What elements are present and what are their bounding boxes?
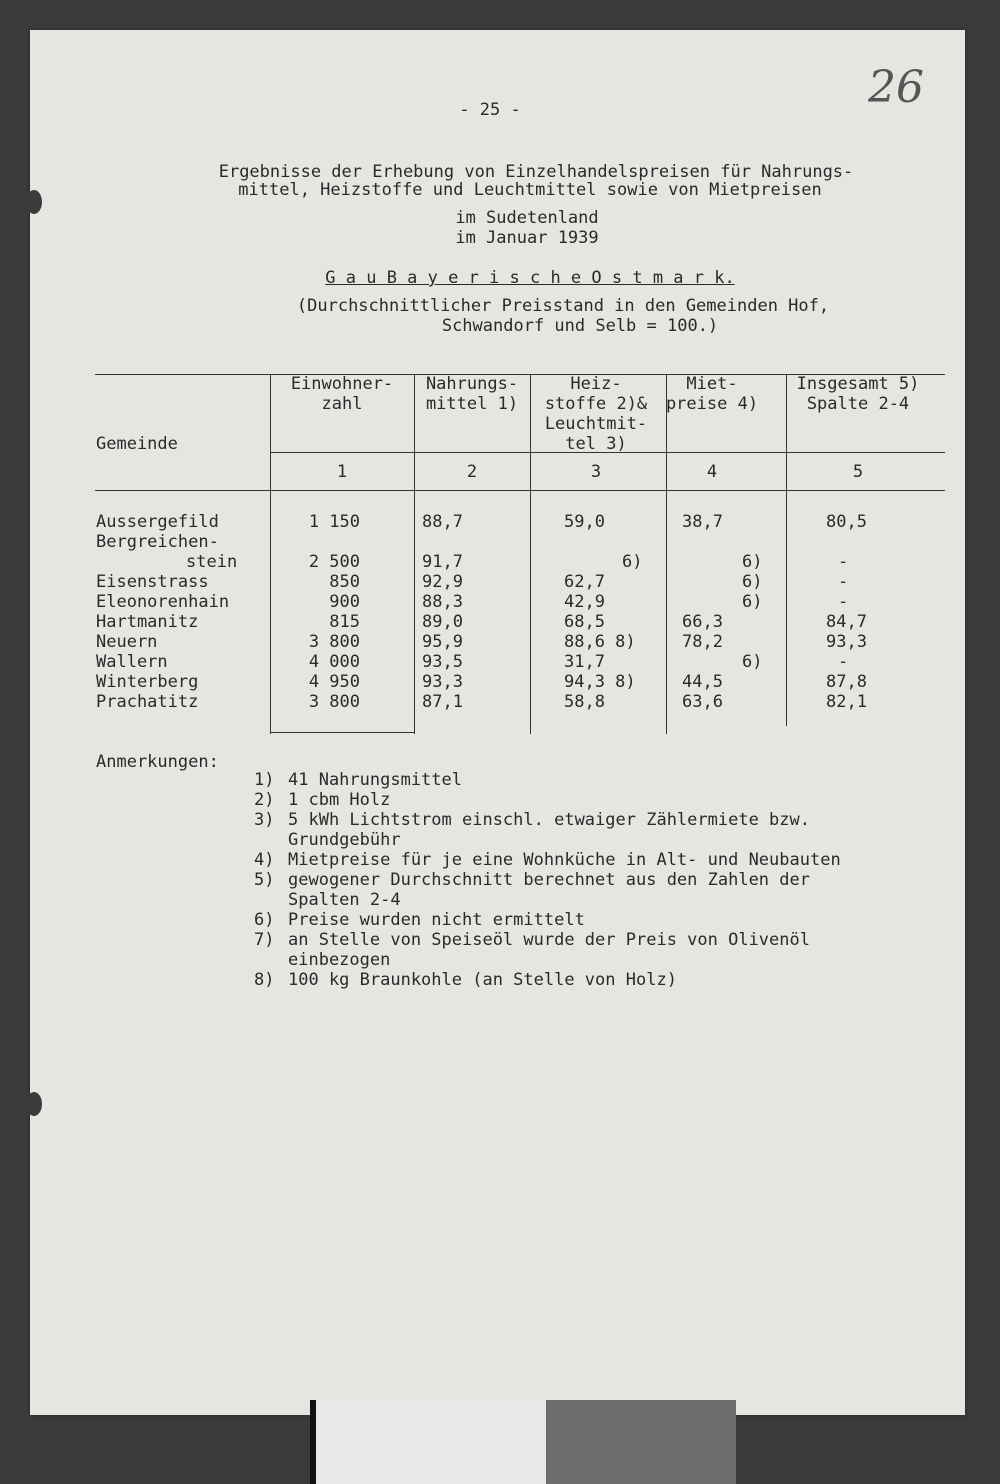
cell-c3: 68,5 (564, 612, 605, 632)
row-name: Wallern (96, 652, 168, 672)
cell-c4: 78,2 (682, 632, 723, 652)
cell-c4: 66,3 (682, 612, 723, 632)
column-header-3-line: Heiz- (570, 374, 622, 394)
note-number: 6) (254, 910, 275, 930)
note-text: 41 Nahrungsmittel (288, 770, 462, 790)
cell-c3: 58,8 (564, 692, 605, 712)
cell-c5: 84,7 (826, 612, 867, 632)
punch-hole (26, 1092, 42, 1116)
note-number: 5) (254, 870, 275, 890)
column-header-gemeinde: Gemeinde (96, 434, 178, 454)
table-column-divider (270, 374, 271, 734)
column-header-1-line: Einwohner- (290, 374, 394, 394)
scanner-gray-block (546, 1400, 736, 1484)
row-name: Neuern (96, 632, 158, 652)
column-number: 4 (706, 462, 718, 482)
gau-heading: G a u B a y e r i s c h e O s t m a r k. (325, 268, 735, 288)
note-text: 1 cbm Holz (288, 790, 391, 810)
column-header-5-line: Spalte 2-4 (806, 394, 910, 414)
note-text: einbezogen (288, 950, 391, 970)
column-number: 5 (852, 462, 864, 482)
note-text: Grundgebühr (288, 830, 401, 850)
column-header-4-line: preise 4) (665, 394, 759, 414)
note-number: 4) (254, 850, 275, 870)
table-column-divider (530, 374, 531, 734)
cell-c5: 82,1 (826, 692, 867, 712)
cell-c2: 87,1 (422, 692, 463, 712)
column-number: 1 (336, 462, 348, 482)
cell-c4: 6) (742, 652, 763, 672)
scanner-label-strip (310, 1400, 736, 1484)
title-line-1: Ergebnisse der Erhebung von Einzelhandelspreisen für Nahrungs- (218, 162, 854, 182)
note-text: Preise wurden nicht ermittelt (288, 910, 585, 930)
note-text: gewogener Durchschnitt berechnet aus den Zahlen der (288, 870, 810, 890)
cell-c1: 3 800 (308, 632, 360, 652)
note-number: 8) (254, 970, 275, 990)
cell-c2: 95,9 (422, 632, 463, 652)
table-column-divider (414, 374, 415, 734)
column-header-2-line: Nahrungs- (425, 374, 519, 394)
basis-line-2: Schwandorf und Selb = 100.) (441, 316, 719, 336)
note-number: 3) (254, 810, 275, 830)
cell-c2: 93,5 (422, 652, 463, 672)
notes-heading: Anmerkungen: (96, 752, 219, 772)
cell-c1: 1 150 (308, 512, 360, 532)
cell-c4: 6) (742, 572, 763, 592)
cell-c5: 80,5 (826, 512, 867, 532)
note-text: 5 kWh Lichtstrom einschl. etwaiger Zählermiete bzw. (288, 810, 810, 830)
cell-c1: 4 950 (308, 672, 360, 692)
cell-c3: 88,6 8) (564, 632, 636, 652)
cell-c4: 44,5 (682, 672, 723, 692)
cell-c2: 91,7 (422, 552, 463, 572)
column-header-2-line: mittel 1) (425, 394, 519, 414)
date-line: im Januar 1939 (455, 228, 599, 248)
column-header-1-line: zahl (321, 394, 363, 414)
table-column-number-rule (95, 490, 945, 491)
row-name: Winterberg (96, 672, 199, 692)
cell-c5: - (838, 572, 849, 592)
note-text: Spalten 2-4 (288, 890, 401, 910)
cell-c4: 6) (742, 592, 763, 612)
row-name: Eleonorenhain (96, 592, 230, 612)
basis-line-1: (Durchschnittlicher Preisstand in den Gemeinden Hof, (296, 296, 830, 316)
column-header-3-line: Leuchtmit- (544, 414, 648, 434)
cell-c5: 93,3 (826, 632, 867, 652)
column-header-3-line: tel 3) (565, 434, 627, 454)
cell-c3: 94,3 8) (564, 672, 636, 692)
handwritten-page-mark: 26 (868, 62, 924, 113)
notes-separator (270, 732, 415, 733)
punch-hole (26, 190, 42, 214)
column-number: 3 (590, 462, 602, 482)
cell-c4: 6) (742, 552, 763, 572)
cell-c2: 88,7 (422, 512, 463, 532)
cell-c3: 42,9 (564, 592, 605, 612)
note-text: 100 kg Braunkohle (an Stelle von Holz) (288, 970, 677, 990)
note-number: 7) (254, 930, 275, 950)
cell-c3: 62,7 (564, 572, 605, 592)
row-name: Aussergefild (96, 512, 219, 532)
row-name: Prachatitz (96, 692, 199, 712)
cell-c5: - (838, 652, 849, 672)
cell-c1: 4 000 (308, 652, 360, 672)
cell-c3: 6) (622, 552, 643, 572)
cell-c3: 31,7 (564, 652, 605, 672)
column-number: 2 (466, 462, 478, 482)
note-text: Mietpreise für je eine Wohnküche in Alt- und Neubauten (288, 850, 841, 870)
row-name: Hartmanitz (96, 612, 199, 632)
note-number: 1) (254, 770, 275, 790)
cell-c4: 38,7 (682, 512, 723, 532)
page-number: - 25 - (459, 100, 521, 120)
row-name: stein (186, 552, 238, 572)
cell-c5: - (838, 592, 849, 612)
column-header-3-line: stoffe 2)& (544, 394, 648, 414)
cell-c3: 59,0 (564, 512, 605, 532)
cell-c2: 93,3 (422, 672, 463, 692)
cell-c5: - (838, 552, 849, 572)
cell-c1: 850 (329, 572, 360, 592)
cell-c1: 2 500 (308, 552, 360, 572)
cell-c1: 3 800 (308, 692, 360, 712)
cell-c5: 87,8 (826, 672, 867, 692)
note-text: an Stelle von Speiseöl wurde der Preis von Olivenöl (288, 930, 810, 950)
cell-c2: 88,3 (422, 592, 463, 612)
row-name: Eisenstrass (96, 572, 209, 592)
cell-c1: 815 (329, 612, 360, 632)
table-column-divider (786, 374, 787, 726)
title-line-2: mittel, Heizstoffe und Leuchtmittel sowie von Mietpreisen (238, 180, 822, 200)
row-name: Bergreichen- (96, 532, 219, 552)
location-line: im Sudetenland (455, 208, 599, 228)
table-column-divider (666, 374, 667, 734)
cell-c4: 63,6 (682, 692, 723, 712)
cell-c2: 92,9 (422, 572, 463, 592)
column-header-5-line: Insgesamt 5) (796, 374, 920, 394)
cell-c2: 89,0 (422, 612, 463, 632)
cell-c1: 900 (329, 592, 360, 612)
column-header-4-line: Miet- (686, 374, 738, 394)
note-number: 2) (254, 790, 275, 810)
